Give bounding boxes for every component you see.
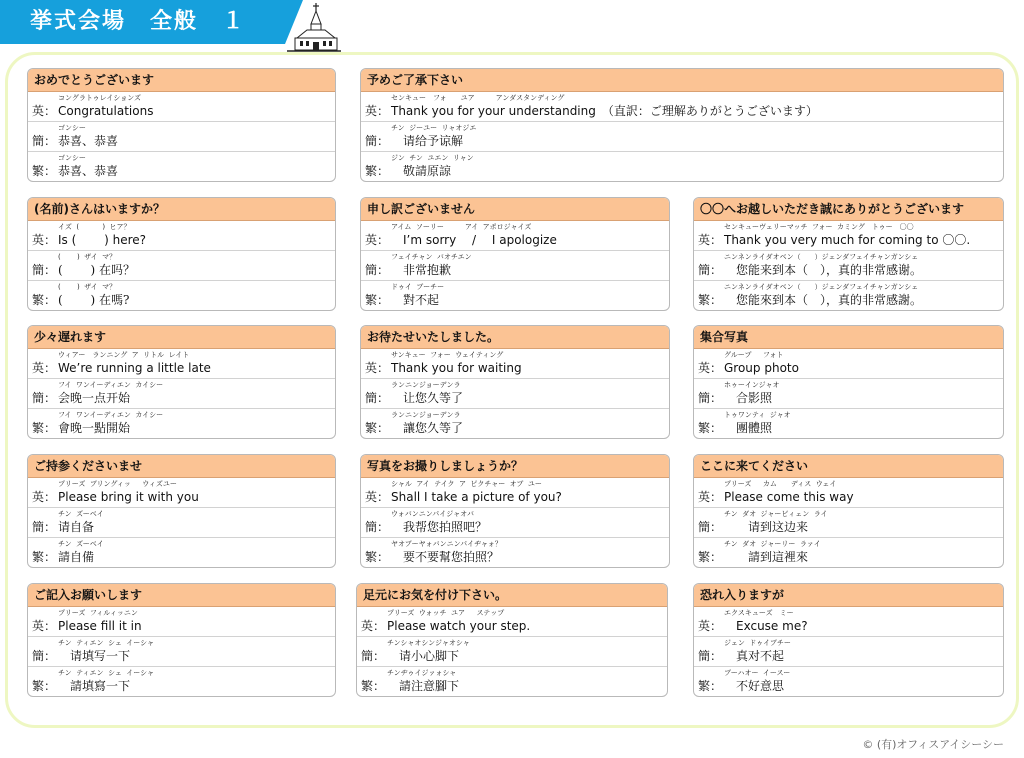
phrase-row-cn_s	[357, 636, 667, 666]
pronunciation-ruby: チン ティエン シェ イーシャ	[58, 639, 155, 647]
pronunciation-ruby: ゴンシー	[58, 154, 86, 162]
phrase-text: 让您久等了	[391, 391, 464, 405]
pronunciation-ruby: センキュー フォ ユア アンダスタンディング	[391, 94, 565, 102]
phrase-row-cn_t	[361, 151, 1003, 181]
phrase-row-cn_s	[361, 121, 1003, 151]
pronunciation-ruby: ( ) ザイ マ？	[58, 253, 117, 261]
phrase-row-en	[357, 607, 667, 636]
phrase-text: 不好意思	[724, 679, 785, 693]
phrase-text: 請填寫一下	[58, 679, 131, 693]
phrase-text: 您能來到本（ ），真的非常感謝。	[724, 293, 923, 307]
phrase-text: 会晚一点开始	[58, 391, 131, 405]
phrase-text: 非常抱歉	[391, 263, 452, 277]
language-label-cn_t: 繁：	[698, 293, 723, 307]
phrase-row-cn_s	[28, 250, 335, 280]
language-label-en: 英：	[698, 490, 723, 504]
language-label-cn_s: 簡：	[32, 649, 57, 663]
pronunciation-ruby: チン ジーユー リャオジエ	[391, 124, 477, 132]
language-label-en: 英：	[698, 619, 723, 633]
phrase-text: 會晚一點開始	[58, 421, 131, 435]
phrase-card-watch-your-step	[356, 583, 668, 697]
language-label-en: 英：	[32, 619, 57, 633]
language-label-en: 英：	[365, 233, 390, 247]
phrase-row-cn_s	[28, 378, 335, 408]
language-label-en: 英：	[32, 490, 57, 504]
pronunciation-ruby: チンヂゥイジァォシャ	[387, 669, 457, 677]
phrase-row-cn_t	[28, 537, 335, 567]
phrase-text: 恭喜、恭喜	[58, 134, 119, 148]
pronunciation-ruby: エクスキューズ ミー	[724, 609, 794, 617]
phrase-text: 請自備	[58, 550, 95, 564]
language-label-cn_t: 繁：	[698, 550, 723, 564]
language-label-en: 英：	[365, 104, 390, 118]
pronunciation-ruby: ブーハオー イースー	[724, 669, 791, 677]
language-label-en: 英：	[698, 361, 723, 375]
phrase-row-en	[361, 221, 669, 250]
phrase-row-cn_t	[28, 408, 335, 438]
card-header: 集合写真	[694, 326, 1003, 349]
copyright: © (有)オフィスアイシーシー	[862, 738, 1004, 751]
phrase-text: 讓您久等了	[391, 421, 464, 435]
language-label-cn_t: 繁：	[698, 421, 723, 435]
pronunciation-ruby: チン ダオ ジャービィェン ライ	[724, 510, 828, 518]
card-header: ご持参くださいませ	[28, 455, 335, 478]
pronunciation-ruby: プリーズ フィルィッニン	[58, 609, 138, 617]
phrase-row-en	[361, 478, 669, 507]
phrase-card-bring-with-you	[27, 454, 336, 568]
phrase-text: 请自备	[58, 520, 95, 534]
pronunciation-ruby: ホゥーインジャオ	[724, 381, 780, 389]
phrase-card-take-picture	[360, 454, 670, 568]
phrase-row-cn_t	[28, 280, 335, 310]
language-label-cn_s: 簡：	[698, 649, 723, 663]
language-label-cn_s: 簡：	[365, 263, 390, 277]
pronunciation-ruby: イズ ( ) ヒア？	[58, 223, 131, 231]
phrase-text: We’re running a little late	[58, 361, 211, 375]
pronunciation-ruby: ウィアー ランニング ア リトル レイト	[58, 351, 190, 359]
phrase-row-cn_t	[361, 408, 669, 438]
phrase-text: ( ) 在吗？	[58, 263, 135, 277]
card-header: ここに来てください	[694, 455, 1003, 478]
phrase-text: 恭喜、恭喜	[58, 164, 119, 178]
pronunciation-ruby: サンキュー フォー ウェイティング	[391, 351, 504, 359]
pronunciation-ruby: ゴンシー	[58, 124, 86, 132]
church-icon	[285, 2, 343, 54]
phrase-row-cn_t	[357, 666, 667, 696]
language-label-cn_t: 繁：	[32, 421, 57, 435]
language-label-cn_t: 繁：	[32, 164, 57, 178]
pronunciation-ruby: フイ ワンイーディエン カイシー	[58, 411, 164, 419]
phrase-text: 敬請原諒	[391, 164, 452, 178]
phrase-row-cn_s	[28, 121, 335, 151]
card-header: 恐れ入りますが	[694, 584, 1003, 607]
phrase-card-is-name-here	[27, 197, 336, 311]
phrase-text: Thank you for waiting	[391, 361, 522, 375]
phrase-text: Please bring it with you	[58, 490, 199, 504]
language-label-cn_s: 簡：	[698, 391, 723, 405]
phrase-row-cn_s	[694, 250, 1003, 280]
phrase-text: Shall I take a picture of you?	[391, 490, 562, 504]
phrase-row-en	[694, 478, 1003, 507]
phrase-text: Please come this way	[724, 490, 854, 504]
phrase-text: 請注意腳下	[387, 679, 460, 693]
pronunciation-ruby: シャル アイ テイク ア ピクチャー オブ ユー	[391, 480, 542, 488]
pronunciation-ruby: フイ ワンイーディエン カイシー	[58, 381, 164, 389]
pronunciation-ruby: プリーズ ブリングィッ ウィズユー	[58, 480, 177, 488]
language-label-en: 英：	[32, 233, 57, 247]
phrase-card-im-sorry	[360, 197, 670, 311]
phrase-card-congratulations	[27, 68, 336, 182]
phrase-card-thanks-for-waiting	[360, 325, 670, 439]
page-title: 挙式会場 全般 １	[0, 0, 285, 44]
phrase-row-cn_s	[28, 507, 335, 537]
pronunciation-ruby: ヤオブーヤォバンニンパイヂャォ？	[391, 540, 502, 548]
pronunciation-ruby: コングラトゥレイションズ	[58, 94, 141, 102]
pronunciation-ruby: アイム ソーリー アイ アポロジャイズ	[391, 223, 532, 231]
card-header: (名前)さんはいますか？	[28, 198, 335, 221]
phrase-text: Excuse me?	[724, 619, 808, 633]
pronunciation-ruby: ランニンジョーデンラ	[391, 381, 461, 389]
phrase-card-thank-you-for-coming	[693, 197, 1004, 311]
phrase-row-en	[28, 221, 335, 250]
phrase-row-cn_t	[694, 280, 1003, 310]
pronunciation-ruby: チン ティエン シェ イーシャ	[58, 669, 155, 677]
pronunciation-ruby: チン ダオ ジャーリー ラァイ	[724, 540, 821, 548]
phrase-row-en	[28, 349, 335, 378]
pronunciation-ruby: ランニンジョーデンラ	[391, 411, 461, 419]
pronunciation-ruby: ( ) ザイ マ？	[58, 283, 117, 291]
card-header: 足元にお気を付け下さい。	[357, 584, 667, 607]
phrase-text: I’m sorry / I apologize	[391, 233, 557, 247]
phrase-text: 请小心脚下	[387, 649, 460, 663]
phrase-text: Please fill it in	[58, 619, 142, 633]
pronunciation-ruby: チン ズーベイ	[58, 510, 104, 518]
language-label-cn_s: 簡：	[365, 134, 390, 148]
pronunciation-ruby: グループ フォト	[724, 351, 784, 359]
phrase-row-en	[694, 221, 1003, 250]
language-label-cn_s: 簡：	[32, 134, 57, 148]
phrase-card-excuse-me	[693, 583, 1004, 697]
card-header: 申し訳ございません	[361, 198, 669, 221]
phrase-text: 真对不起	[724, 649, 785, 663]
phrase-text: 请给予谅解	[391, 134, 464, 148]
phrase-row-cn_t	[28, 666, 335, 696]
phrase-row-cn_s	[694, 378, 1003, 408]
language-label-cn_t: 繁：	[365, 550, 390, 564]
language-label-cn_t: 繁：	[361, 679, 386, 693]
phrase-text: 要不要幫您拍照？	[391, 550, 500, 564]
pronunciation-ruby: ニンネンライダオベン（ ）ジェンダフェイチャンガンシェ	[724, 283, 919, 291]
phrase-card-thank-you-understanding	[360, 68, 1004, 182]
phrase-row-cn_s	[694, 507, 1003, 537]
card-header: 予めご了承下さい	[361, 69, 1003, 92]
phrase-row-cn_t	[694, 537, 1003, 567]
phrase-row-cn_t	[361, 280, 669, 310]
phrase-row-cn_t	[694, 666, 1003, 696]
phrase-row-en	[361, 92, 1003, 121]
language-label-cn_t: 繁：	[32, 550, 57, 564]
language-label-cn_t: 繁：	[32, 679, 57, 693]
language-label-cn_s: 簡：	[32, 391, 57, 405]
phrase-row-cn_s	[694, 636, 1003, 666]
pronunciation-ruby: ニンネンライダオベン（ ）ジェンダフェイチャンガンシェ	[724, 253, 919, 261]
phrase-row-en	[694, 607, 1003, 636]
card-header: お待たせいたしました。	[361, 326, 669, 349]
language-label-cn_t: 繁：	[32, 293, 57, 307]
phrase-row-en	[694, 349, 1003, 378]
card-header: 〇〇へお越しいただき誠にありがとうございます	[694, 198, 1003, 221]
language-label-en: 英：	[361, 619, 386, 633]
phrase-row-cn_s	[361, 250, 669, 280]
phrase-text: Is ( ) here?	[58, 233, 147, 247]
card-header: 写真をお撮りしましょうか？	[361, 455, 669, 478]
card-header: おめでとうございます	[28, 69, 335, 92]
language-label-cn_t: 繁：	[365, 421, 390, 435]
phrase-text: 我帮您拍照吧？	[391, 520, 488, 534]
phrase-text: Thank you very much for coming to 〇〇.	[724, 233, 971, 247]
language-label-cn_s: 簡：	[365, 391, 390, 405]
pronunciation-ruby: センキューヴェリーマッチ フォー カミング トゥー 〇〇	[724, 223, 914, 231]
card-header: 少々遅れます	[28, 326, 335, 349]
phrase-row-cn_t	[361, 537, 669, 567]
phrase-text: 请到这边来	[724, 520, 809, 534]
pronunciation-ruby: プリーズ ウォッチ ユア ステップ	[387, 609, 505, 617]
phrase-row-cn_s	[361, 378, 669, 408]
phrase-row-en	[28, 92, 335, 121]
language-label-cn_s: 簡：	[365, 520, 390, 534]
language-label-en: 英：	[365, 361, 390, 375]
language-label-cn_t: 繁：	[698, 679, 723, 693]
phrase-text: 合影照	[724, 391, 773, 405]
phrase-text: Thank you for your understanding （直訳：ご理解ありがとうございます）	[391, 104, 818, 118]
phrase-text: 請到這裡來	[724, 550, 809, 564]
phrase-text: 请填写一下	[58, 649, 131, 663]
phrase-card-come-this-way	[693, 454, 1004, 568]
phrase-text: ( ) 在嗎?	[58, 293, 130, 307]
pronunciation-ruby: トゥワンティ ジャオ	[724, 411, 791, 419]
language-label-cn_s: 簡：	[361, 649, 386, 663]
phrase-row-cn_s	[361, 507, 669, 537]
language-label-en: 英：	[32, 361, 57, 375]
phrase-card-fill-it-in	[27, 583, 336, 697]
phrase-text: 團體照	[724, 421, 773, 435]
card-header: ご記入お願いします	[28, 584, 335, 607]
pronunciation-ruby: プリーズ カム ディス ウェイ	[724, 480, 837, 488]
pronunciation-ruby: チンシャオシンジャオシャ	[387, 639, 470, 647]
phrase-text: Group photo	[724, 361, 799, 375]
phrase-text: 您能来到本（ ），真的非常感谢。	[724, 263, 923, 277]
phrase-row-cn_t	[28, 151, 335, 181]
language-label-cn_t: 繁：	[365, 164, 390, 178]
pronunciation-ruby: ジン チン ユエン リャン	[391, 154, 474, 162]
phrase-row-en	[28, 478, 335, 507]
language-label-cn_s: 簡：	[698, 520, 723, 534]
pronunciation-ruby: チン ズーベイ	[58, 540, 104, 548]
pronunciation-ruby: ドゥイ ブーチー	[391, 283, 445, 291]
language-label-en: 英：	[698, 233, 723, 247]
language-label-cn_s: 簡：	[698, 263, 723, 277]
language-label-cn_t: 繁：	[365, 293, 390, 307]
phrase-text: Please watch your step.	[387, 619, 531, 633]
phrase-row-en	[28, 607, 335, 636]
phrase-row-cn_s	[28, 636, 335, 666]
language-label-cn_s: 簡：	[32, 263, 57, 277]
phrase-text: Congratulations	[58, 104, 154, 118]
pronunciation-ruby: ジェン ドゥイブチー	[724, 639, 791, 647]
phrase-text: 對不起	[391, 293, 440, 307]
pronunciation-ruby: フェイチャン バオチエン	[391, 253, 472, 261]
phrase-card-group-photo	[693, 325, 1004, 439]
language-label-en: 英：	[365, 490, 390, 504]
language-label-cn_s: 簡：	[32, 520, 57, 534]
phrase-card-running-late	[27, 325, 336, 439]
pronunciation-ruby: ウォバンニンパイジャオバ	[391, 510, 474, 518]
language-label-en: 英：	[32, 104, 57, 118]
phrase-row-cn_t	[694, 408, 1003, 438]
phrase-row-en	[361, 349, 669, 378]
